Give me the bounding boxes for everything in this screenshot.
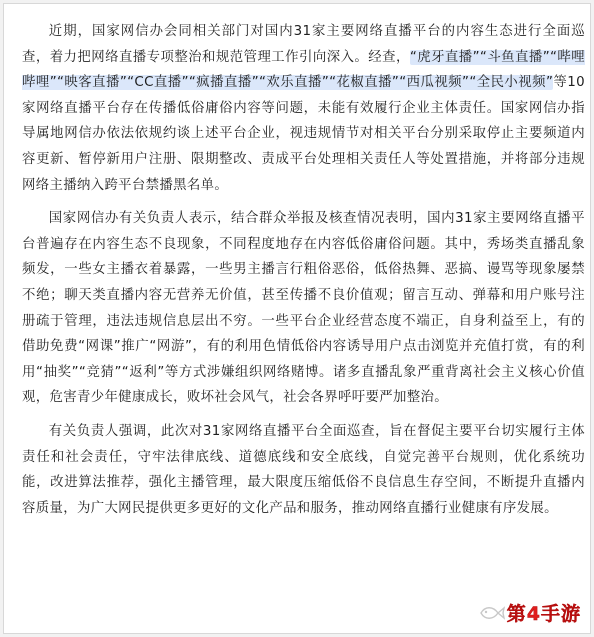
paragraph-3: 有关负责人强调，此次对31家网络直播平台全面巡查，旨在督促主要平台切实履行主体责任和社会责任，守牢法律底线、道德底线和安全底线，自觉完善平台规则，优化系统功能，改进算法推荐，强化主播管理，最大限度压缩低俗不良信息生存空间，不断提升直播内容质量，为广大网民提供更多更好的文化产品和服务，推动网络直播行业健康有序发展。	[22, 423, 585, 516]
highlighted-platform-list: “虎牙直播”“斗鱼直播”“哔哩哔哩”“映客直播”“CC直播”“疯播直播”“欢乐直播”“花椒直播”“西瓜视频”“全民小视频”	[22, 49, 585, 91]
paragraph-1-rest: 等10家网络直播平台存在传播低俗庸俗内容等问题，未能有效履行企业主体责任。国家网信办指导属地网信办依法依规约谈上述平台企业，视违规情节对相关平台分别采取停止主要频道内容更新、暂停新用户注册、限期整改、责成平台处理相关责任人等处置措施，并将部分违规网络主播纳入跨平台禁播黑名单。	[22, 75, 586, 193]
article-body	[22, 19, 585, 521]
document-page	[3, 3, 591, 634]
fish-logo-icon	[479, 604, 505, 622]
paragraph-2: 国家网信办有关负责人表示，结合群众举报及核查情况表明，国内31家主要网络直播平台普遍存在内容生态不良现象，不同程度地存在内容低俗庸俗问题。其中，秀场类直播乱象频发，一些女主播衣着暴露，一些男主播言行粗俗恶俗，低俗热舞、恶搞、谩骂等现象屡禁不绝；聊天类直播内容无营养无价值，甚至传播不良价值观；留言互动、弹幕和用户账号注册疏于管理，违法违规信息层出不穷。一些平台企业经营态度不端正，自身利益至上，有的借助免费“网课”推广“网游”，有的利用色情低俗内容诱导用户点击浏览并充值打赏，有的利用“抽奖”“竞猜”“返利”等方式涉嫌组织网络赌博。诸多直播乱象严重背离社会主义核心价值观，危害青少年健康成长，败坏社会风气，社会各界呼吁要严加整治。	[22, 211, 585, 406]
paragraph-1-lead: 近期，国家网信办会同相关部门对国内31家主要网络直播平台的内容生态进行全面巡查，着力把网络直播专项整治和规范管理工作引向深入。经查，	[22, 24, 585, 65]
paragraph-1	[22, 19, 585, 198]
site-watermark	[479, 599, 581, 626]
watermark-text: 第4手游	[506, 603, 581, 625]
